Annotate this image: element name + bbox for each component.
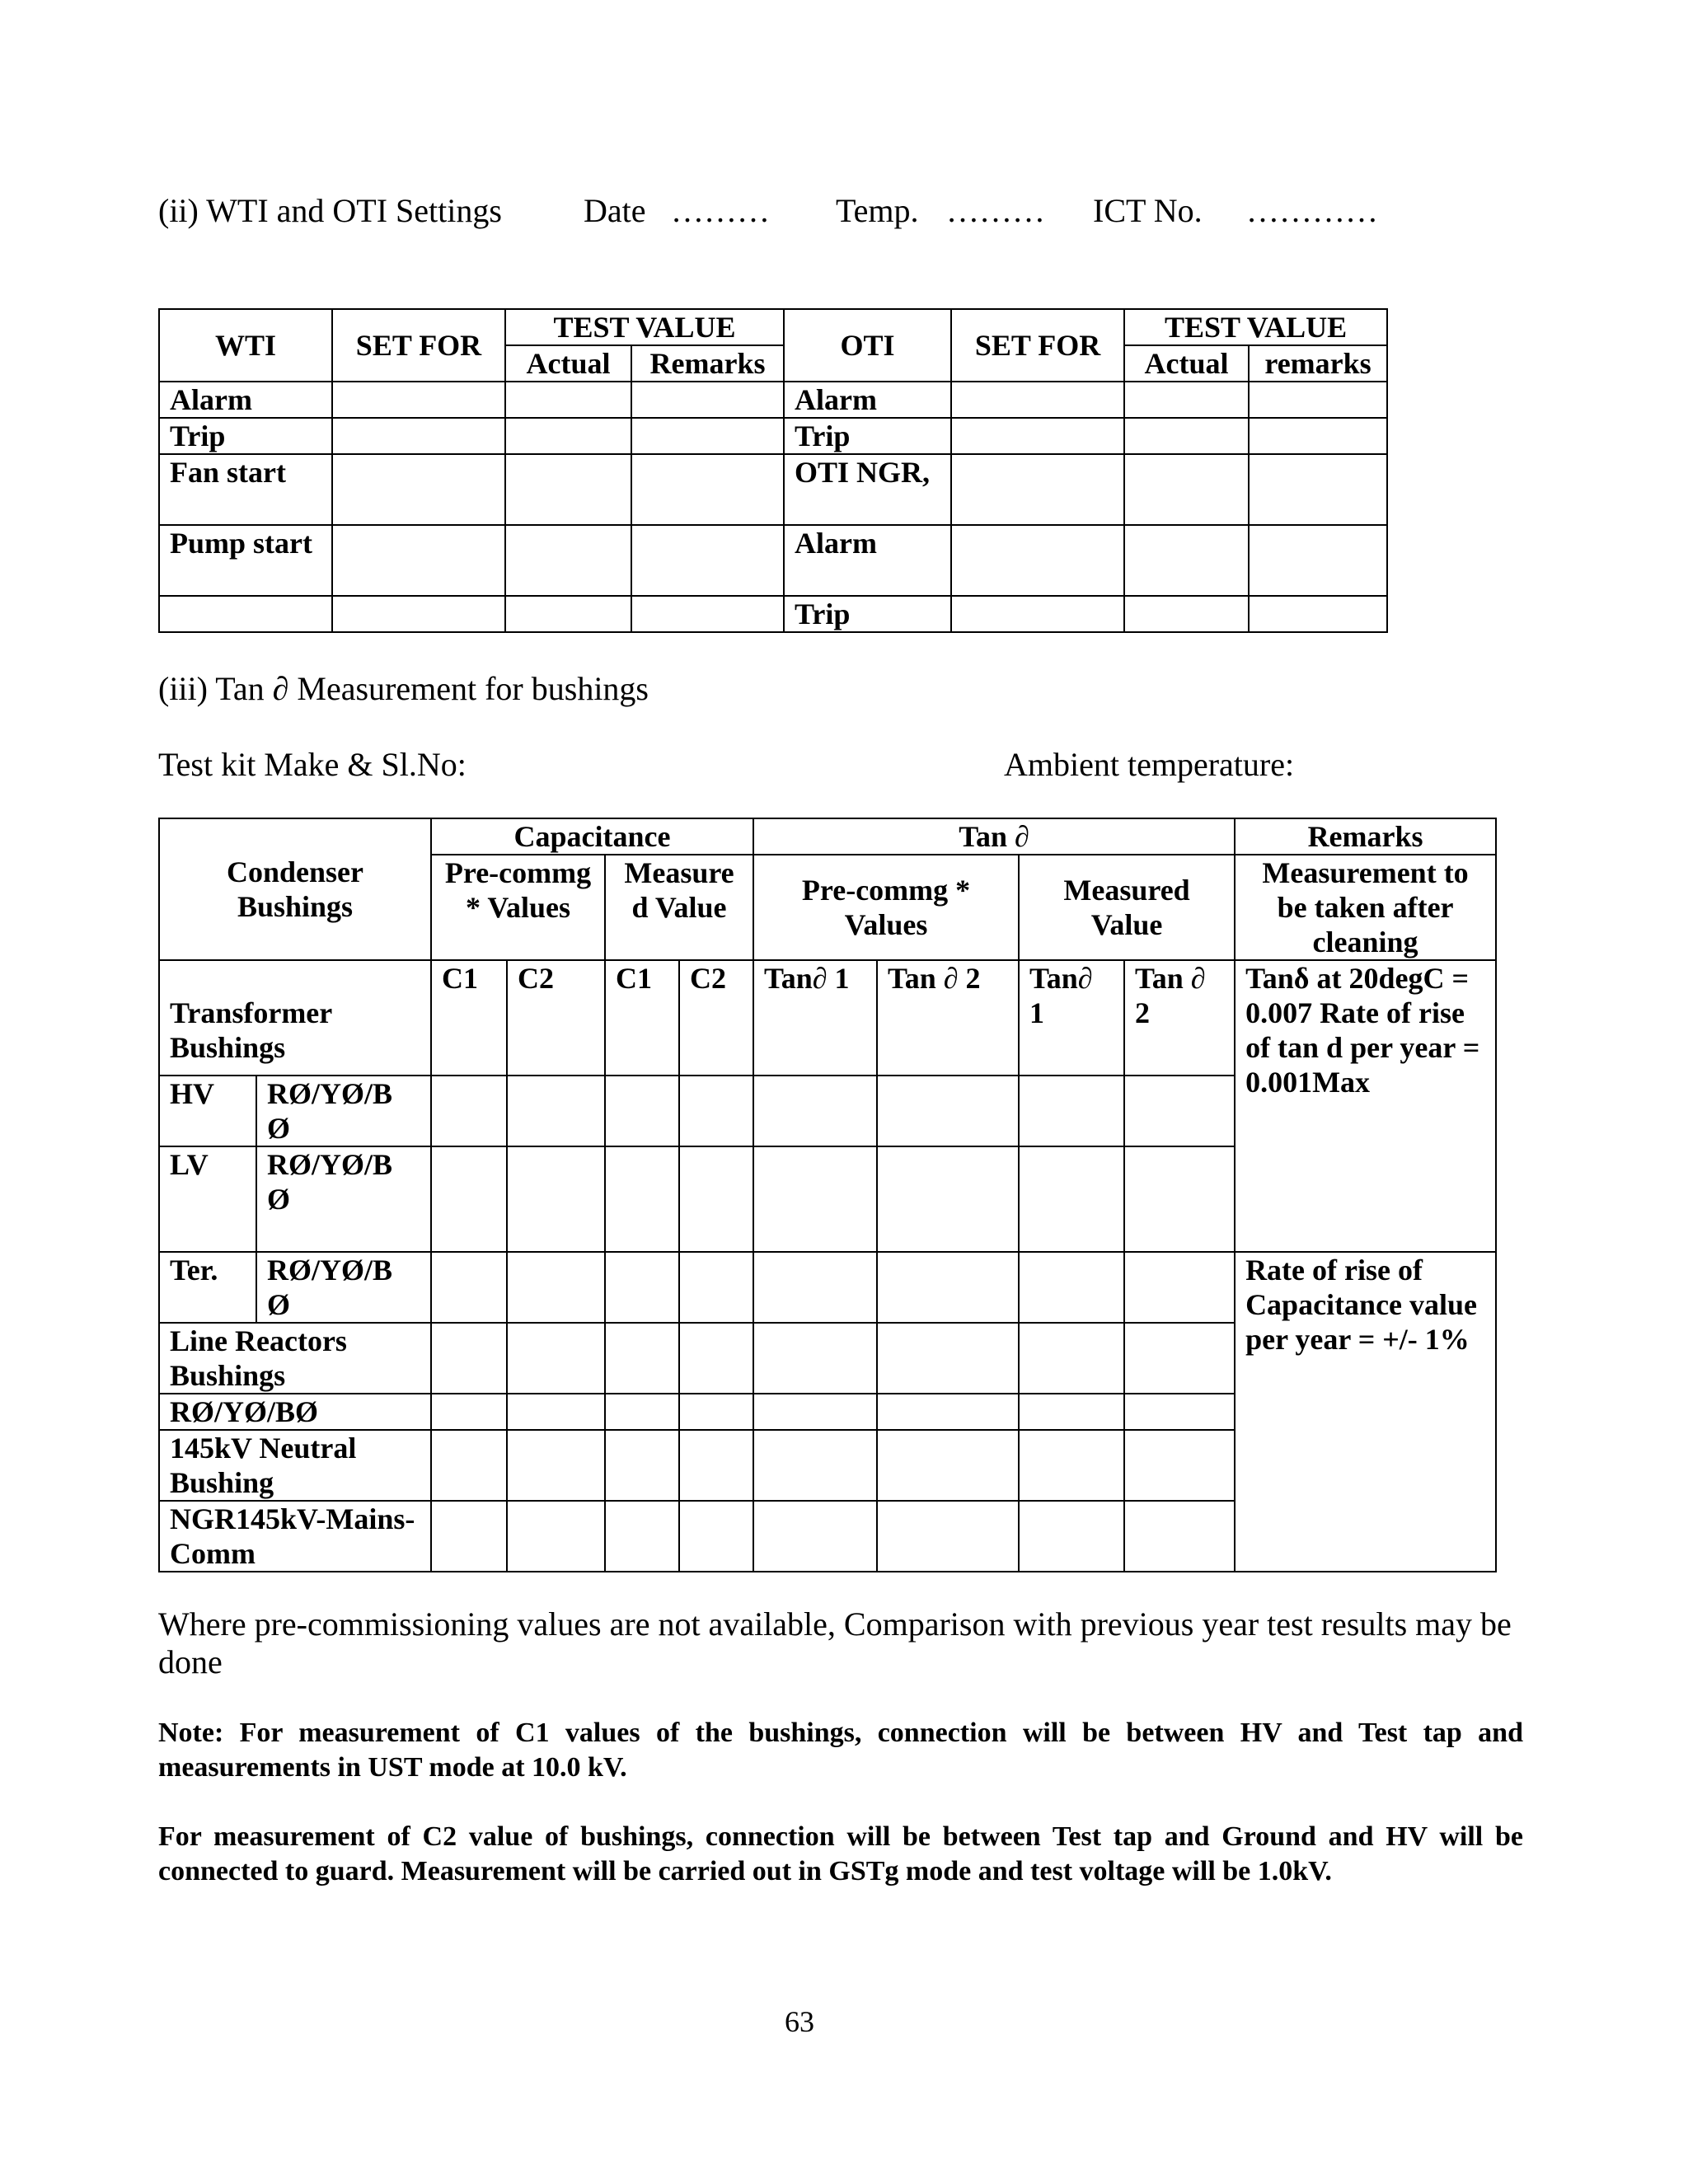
ngr-label: NGR145kV-Mains-Comm	[159, 1501, 431, 1572]
ict-label: ICT No.	[1093, 192, 1203, 229]
remarks-header-2: remarks	[1249, 345, 1387, 382]
page-number: 63	[785, 2005, 814, 2038]
table-row	[159, 525, 1387, 596]
wti-header: WTI	[159, 309, 332, 382]
note-c2-measurement: For measurement of C2 value of bushings, connection will be between Test tap and Ground and HV will be connected to guard. Measurement will be carried out in GSTg mode and test voltage will be 1.0kV.	[158, 1821, 1523, 1886]
tan1-header: Tan∂ 1	[753, 960, 877, 1076]
table-row	[159, 418, 1387, 454]
phases-label: RØ/YØ/BØ	[159, 1394, 431, 1430]
table-row	[159, 1252, 1496, 1323]
set-for-header-2: SET FOR	[951, 309, 1124, 382]
section-2-title: (ii) WTI and OTI Settings	[158, 192, 502, 229]
date-value: ………	[671, 192, 770, 229]
c1-header: C1	[431, 960, 507, 1076]
hv-label: HV	[159, 1076, 256, 1146]
test-value-header-2: TEST VALUE	[1124, 309, 1387, 345]
wti-cell: Fan start	[159, 454, 332, 525]
wti-cell: Trip	[159, 418, 332, 454]
tan-measured-header: Measured Value	[1019, 855, 1235, 960]
condenser-bushings-header: Condenser Bushings	[159, 818, 431, 960]
lv-phase-label: RØ/YØ/B Ø	[256, 1146, 431, 1252]
table-row	[159, 382, 1387, 418]
tan-delta-table	[158, 818, 1497, 1572]
section-3-title: (iii) Tan ∂ Measurement for bushings	[158, 670, 649, 707]
date-label: Date	[584, 192, 646, 229]
remarks-tan-criteria: Tanδ at 20degC = 0.007 Rate of rise of tan d per year = 0.001Max	[1235, 960, 1496, 1252]
ter-phase-label: RØ/YØ/B Ø	[256, 1252, 431, 1323]
temp-label: Temp.	[836, 192, 919, 229]
transformer-bushings-label: Transformer Bushings	[159, 960, 431, 1076]
capacitance-header: Capacitance	[431, 818, 753, 855]
temp-value: ………	[946, 192, 1045, 229]
wti-cell: Pump start	[159, 525, 332, 596]
oti-cell: Trip	[784, 596, 951, 632]
c2-header: C2	[507, 960, 605, 1076]
wti-oti-table	[158, 308, 1388, 633]
remarks-header: Remarks	[631, 345, 784, 382]
tan-pre-commissioning-header: Pre-commg * Values	[753, 855, 1019, 960]
remarks-capacitance-criteria: Rate of rise of Capacitance value per year = +/- 1%	[1235, 1252, 1496, 1572]
set-for-header: SET FOR	[332, 309, 505, 382]
remarks-subheader: Measurement to be taken after cleaning	[1235, 855, 1496, 960]
test-value-header: TEST VALUE	[505, 309, 784, 345]
note-c1-measurement: Note: For measurement of C1 values of the bushings, connection will be between HV and Test tap and measurements in UST mode at 10.0 kV.	[158, 1718, 1523, 1783]
ambient-temperature-label: Ambient temperature:	[1004, 746, 1295, 783]
c1-header-2: C1	[605, 960, 679, 1076]
c2-header-2: C2	[679, 960, 753, 1076]
oti-header: OTI	[784, 309, 951, 382]
neutral-bushing-label: 145kV Neutral Bushing	[159, 1430, 431, 1501]
ter-label: Ter.	[159, 1252, 256, 1323]
lv-label: LV	[159, 1146, 256, 1252]
oti-cell: Alarm	[784, 525, 951, 596]
capacitance-measured-header: Measure d Value	[605, 855, 753, 960]
tan2-header-2: Tan ∂ 2	[1124, 960, 1235, 1076]
oti-cell: Alarm	[784, 382, 951, 418]
hv-phase-label: RØ/YØ/B Ø	[256, 1076, 431, 1146]
ict-value: …………	[1246, 192, 1378, 229]
test-kit-label: Test kit Make & Sl.No:	[158, 746, 467, 783]
table-row	[159, 596, 1387, 632]
tan1-header-2: Tan∂ 1	[1019, 960, 1124, 1076]
wti-cell: Alarm	[159, 382, 332, 418]
capacitance-pre-commissioning-header: Pre-commg * Values	[431, 855, 605, 960]
wti-cell	[159, 596, 332, 632]
tan2-header: Tan ∂ 2	[877, 960, 1019, 1076]
line-reactors-label: Line Reactors Bushings	[159, 1323, 431, 1394]
actual-header: Actual	[505, 345, 631, 382]
actual-header-2: Actual	[1124, 345, 1249, 382]
tan-delta-header: Tan ∂	[753, 818, 1235, 855]
pre-commissioning-paragraph: Where pre-commissioning values are not available, Comparison with previous year test results may be done	[158, 1605, 1512, 1680]
oti-cell: Trip	[784, 418, 951, 454]
remarks-header: Remarks	[1235, 818, 1496, 855]
oti-cell: OTI NGR,	[784, 454, 951, 525]
table-row	[159, 454, 1387, 525]
